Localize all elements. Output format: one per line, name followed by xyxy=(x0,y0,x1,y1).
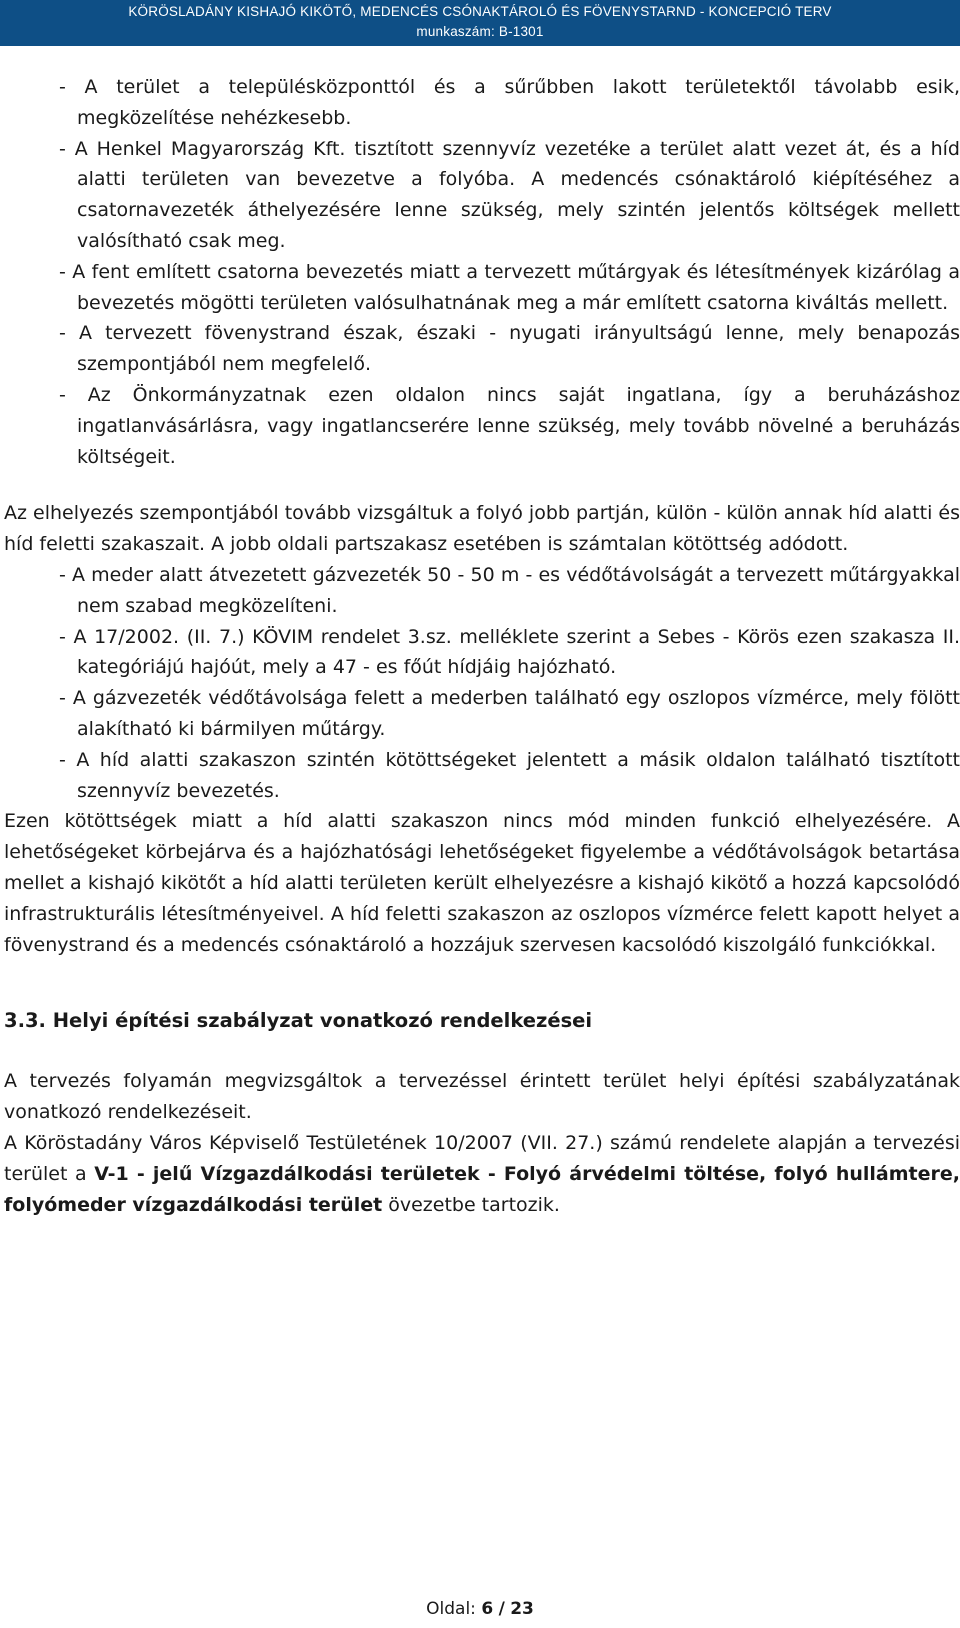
project-number: munkaszám: B-1301 xyxy=(416,24,544,39)
list-item: - A gázvezeték védőtávolsága felett a mederben található egy oszlopos vízmérce, mely fölött alakítható ki bármilyen műtárgy. xyxy=(59,687,960,740)
page-header xyxy=(0,0,960,46)
document-body xyxy=(0,72,960,1220)
section-heading: 3.3. Helyi építési szabályzat vonatkozó rendelkezései xyxy=(4,1009,593,1033)
page-total: 23 xyxy=(510,1599,534,1619)
document-title: KÖRÖSLADÁNY KISHAJÓ KIKÖTŐ, MEDENCÉS CSÓNAKTÁROLÓ ÉS FÖVENYSTARND - KONCEPCIÓ TERV xyxy=(128,4,832,19)
list-item: - A meder alatt átvezetett gázvezeték 50 - 50 m - es védőtávolságát a tervezett műtárgyakkal nem szabad megközelíteni. xyxy=(59,563,960,617)
page-number: 6 xyxy=(481,1599,494,1619)
page-label: Oldal: xyxy=(426,1599,476,1619)
paragraph-text: A Köröstadány Város Képviselő Testületének 10/2007 (VII. 27.) számú rendelete alapján a tervezési terület a xyxy=(4,1131,960,1185)
list-item: - Az Önkormányzatnak ezen oldalon nincs saját ingatlana, így a beruházáshoz ingatlanvásárlásra, vagy ingatlancserére lenne szükség, mely tovább növelné a beruházás költségeit. xyxy=(59,383,960,468)
list-item: - A tervezett fövenystrand észak, északi - nyugati irányultságú lenne, mely benapozás szempontjából nem megfelelő. xyxy=(59,322,960,376)
page-footer xyxy=(0,1598,960,1620)
paragraph: Az elhelyezés szempontjából tovább vizsgáltuk a folyó jobb partján, külön - külön annak híd alatti és híd feletti szakaszait. A jobb oldali partszakasz esetében is számtalan kötöttség adódott. xyxy=(4,502,960,556)
list-item: - A Henkel Magyarország Kft. tisztított szennyvíz vezetéke a terület alatt vezet át, és a híd alatti területen van bevezetve a folyóba. A medencés csónaktároló kiépítéséhez a csatornavezeték áthelyezésére lenne szükség, mely szintén jelentős költségek mellett valósítható csak meg. xyxy=(59,137,960,252)
zone-designation: V-1 - jelű Vízgazdálkodási területek - Folyó árvédelmi töltése, folyó hullámtere, folyómeder vízgazdálkodási terület xyxy=(4,1162,960,1216)
list-item: - A 17/2002. (II. 7.) KÖVIM rendelet 3.sz. melléklete szerint a Sebes - Körös ezen szakasza II. kategóriájú hajóút, mely a 47 - es főút hídjáig hajózható. xyxy=(59,625,960,679)
paragraph-text: övezetbe tartozik. xyxy=(382,1193,560,1216)
list-item: - A fent említett csatorna bevezetés miatt a tervezett műtárgyak és létesítmények kizárólag a bevezetés mögötti területen valósulhatnának meg a már említett csatorna kiváltás mellett. xyxy=(59,260,960,314)
page-separator: / xyxy=(498,1599,505,1619)
paragraph: Ezen kötöttségek miatt a híd alatti szakaszon nincs mód minden funkció elhelyezésére. A lehetőségeket körbejárva és a hajózhatósági lehetőségeket figyelembe a védőtávolságok betartása mellet a kishajó kikötőt a híd alatti területen került elhelyezésre a kishajó kikötő a hozzá kapcsolódó infrastrukturális létesítményeivel. A híd feletti szakaszon az oszlopos vízmérce felett kapott helyet a fövenystrand és a medencés csónaktároló a hozzájuk szervesen kacsolódó kiszolgáló funkciókkal. xyxy=(4,810,960,956)
list-item: - A terület a településközponttól és a sűrűbben lakott területektől távolabb esik, megközelítése nehézkesebb. xyxy=(59,76,960,129)
list-item: - A híd alatti szakaszon szintén kötöttségeket jelentett a másik oldalon található tisztított szennyvíz bevezetés. xyxy=(59,748,960,802)
paragraph: A tervezés folyamán megvizsgáltok a tervezéssel érintett terület helyi építési szabályzatának vonatkozó rendelkezéseit. xyxy=(4,1070,960,1124)
paragraph xyxy=(0,1128,960,1220)
